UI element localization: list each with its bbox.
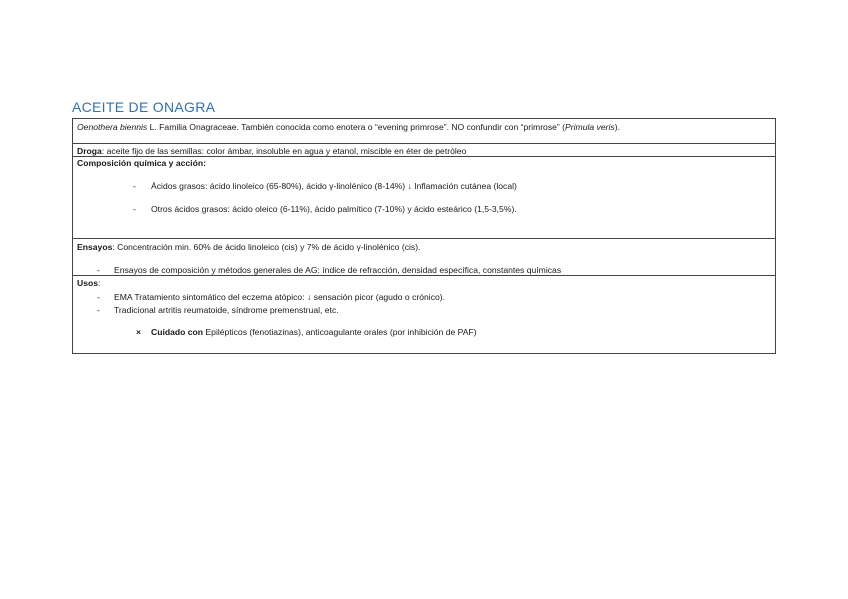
dash-bullet: - <box>133 204 136 214</box>
droga-row <box>73 144 775 157</box>
dash-bullet: - <box>133 181 136 191</box>
monograph-table <box>72 118 776 354</box>
list-item <box>77 180 771 192</box>
uses-item-text: Tradicional artritis reumatoide, síndrome premenstrual, etc. <box>114 305 339 315</box>
assays-item-text: Ensayos de composición y métodos generales de AG: índice de refracción, densidad específica, constantes químicas <box>114 265 562 275</box>
assays-row <box>73 239 775 276</box>
caution-label: Cuidado con <box>151 327 204 337</box>
caution-text: Epilépticos (fenotiazinas), anticoagulante orales (por inhibición de PAF) <box>203 327 477 337</box>
page-title: ACEITE DE ONAGRA <box>72 99 216 115</box>
fatty-acids-text: Ácidos grasos: ácido linoleico (65-80%), ácido γ-linolénico (8-14%) ↓ Inflamación cutánea (local) <box>151 181 517 191</box>
droga-label: Droga <box>77 146 102 156</box>
list-item <box>77 264 771 276</box>
other-fatty-acids-text: Otros ácidos grasos: ácido oleico (6-11%), ácido palmítico (7-10%) y ácido esteárico (1,5-3,5%). <box>151 204 517 214</box>
droga-text: : aceite fijo de las semillas: color ámbar, insoluble en agua y etanol, miscible en éter de petróleo <box>101 146 467 156</box>
list-item <box>77 203 771 215</box>
uses-row <box>73 276 775 353</box>
composition-row <box>73 157 775 239</box>
dash-bullet: - <box>97 265 100 275</box>
dash-bullet: - <box>97 305 100 315</box>
list-item <box>77 291 771 303</box>
species-description: L. Familia Onagraceae. También conocida como enotera o “evening primrose”. NO confundir con “primrose” ( <box>147 122 566 132</box>
species-end: ). <box>614 122 620 132</box>
uses-colon: : <box>98 278 101 288</box>
dash-bullet: - <box>97 292 100 302</box>
uses-item-text: EMA Tratamiento sintomático del eczema atópico: ↓ sensación picor (agudo o crónico). <box>114 292 446 302</box>
assays-label: Ensayos <box>77 242 113 252</box>
species-name: Oenothera biennis <box>77 122 148 132</box>
caution-item <box>77 326 771 338</box>
composition-label: Composición química y acción: <box>77 158 206 168</box>
species-row <box>73 119 775 144</box>
assays-text: : Concentración min. 60% de ácido linoleico (cis) y 7% de ácido γ-linolénico (cis). <box>112 242 421 252</box>
cross-icon: × <box>136 327 142 337</box>
other-species-name: Primula veris <box>565 122 615 132</box>
list-item <box>77 304 771 316</box>
uses-label: Usos <box>77 278 99 288</box>
